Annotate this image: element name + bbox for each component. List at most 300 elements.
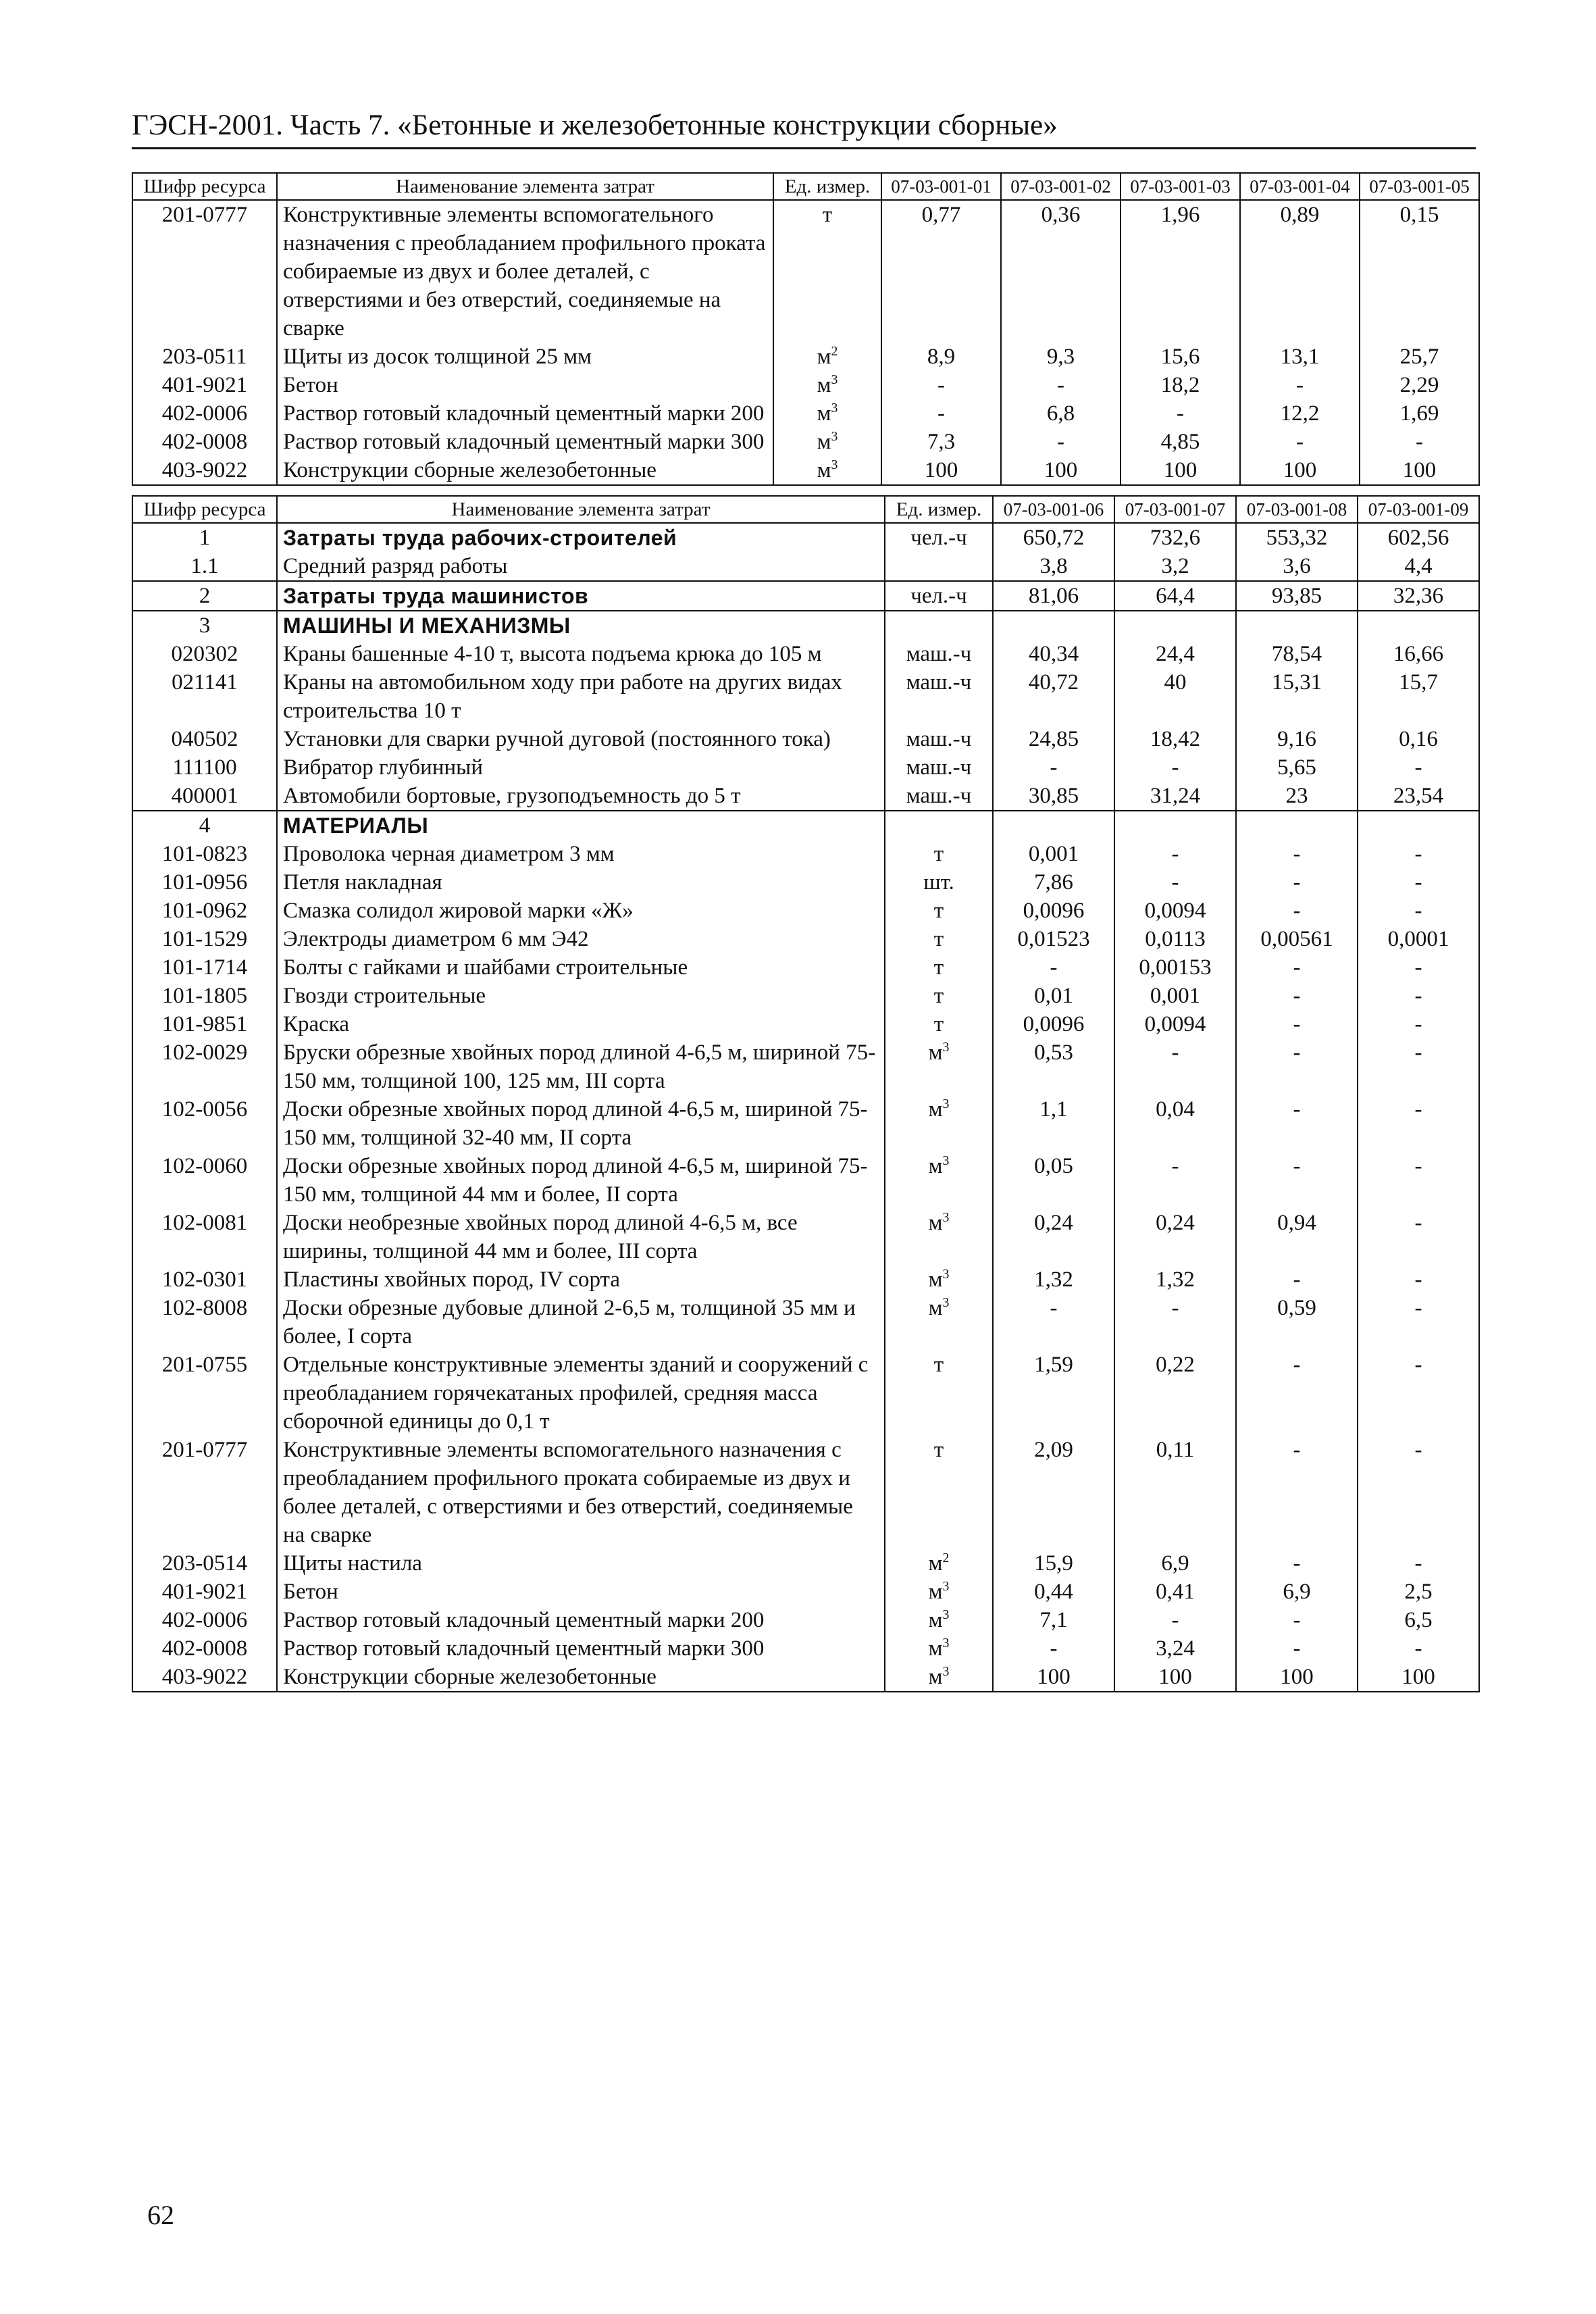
value-cell: 13,1	[1240, 343, 1360, 371]
unit-exponent: 3	[942, 1636, 950, 1651]
column-header: 07-03-001-01	[881, 173, 1001, 200]
unit-cell: $м^3$	[885, 1095, 993, 1152]
unit-exponent: 3	[942, 1153, 950, 1168]
table-row	[132, 925, 1479, 953]
cost-element-name-cell: Бетон	[277, 1578, 885, 1606]
value-cell: 100	[993, 1663, 1114, 1692]
table-row	[132, 1634, 1479, 1663]
value-cell: 40	[1114, 668, 1236, 725]
value-cell: -	[1236, 1265, 1358, 1294]
value-cell: 18,2	[1121, 371, 1240, 399]
table-row	[132, 200, 1479, 343]
value-cell: 0,11	[1114, 1436, 1236, 1549]
table-row	[132, 811, 1479, 840]
value-cell: 15,31	[1236, 668, 1358, 725]
value-cell: 7,3	[881, 428, 1001, 456]
value-cell: 25,7	[1360, 343, 1479, 371]
resource-code-cell: 3	[132, 611, 277, 640]
page-number: 62	[147, 2200, 174, 2230]
value-cell: 100	[1360, 456, 1479, 485]
cost-element-name-cell: Установки для сварки ручной дуговой (постоянного тока)	[277, 725, 885, 753]
unit-cell: $м^3$	[885, 1634, 993, 1663]
value-cell: 30,85	[993, 782, 1114, 811]
table-row	[132, 1351, 1479, 1436]
value-cell: -	[1358, 1095, 1479, 1152]
unit-cell: $м^3$	[885, 1209, 993, 1265]
value-cell: -	[993, 1634, 1114, 1663]
value-cell: 0,0096	[993, 1010, 1114, 1038]
value-cell: -	[1358, 953, 1479, 982]
resource-table-1	[132, 172, 1480, 486]
unit-exponent: 3	[831, 401, 838, 416]
value-cell: -	[1236, 1038, 1358, 1095]
resource-code-cell: 040502	[132, 725, 277, 753]
resource-code-cell: 101-9851	[132, 1010, 277, 1038]
value-cell: 0,0096	[993, 897, 1114, 925]
resource-code-cell: 102-0301	[132, 1265, 277, 1294]
unit-cell	[885, 552, 993, 581]
value-cell	[1236, 611, 1358, 640]
value-cell: 15,9	[993, 1549, 1114, 1578]
value-cell: 12,2	[1240, 399, 1360, 428]
value-cell: -	[1358, 868, 1479, 897]
value-cell: 15,6	[1121, 343, 1240, 371]
value-cell	[993, 811, 1114, 840]
value-cell: -	[1114, 840, 1236, 868]
unit-cell: т	[885, 1010, 993, 1038]
unit-cell: т	[885, 1436, 993, 1549]
unit-cell: $м^3$	[885, 1578, 993, 1606]
value-cell: 9,3	[1001, 343, 1121, 371]
resource-code-cell: 111100	[132, 753, 277, 782]
column-header: Наименование элемента затрат	[277, 496, 885, 523]
cost-element-name-cell: Затраты труда рабочих-строителей	[277, 523, 885, 552]
resource-code-cell: 203-0511	[132, 343, 277, 371]
table-row	[132, 640, 1479, 668]
value-cell: -	[1236, 1436, 1358, 1549]
resource-code-cell: 403-9022	[132, 1663, 277, 1692]
value-cell: 100	[881, 456, 1001, 485]
resource-code-cell: 1	[132, 523, 277, 552]
unit-cell: шт.	[885, 868, 993, 897]
value-cell: 7,86	[993, 868, 1114, 897]
page-header: ГЭСН-2001. Часть 7. «Бетонные и железобетонные конструкции сборные»	[132, 107, 1476, 149]
table-row	[132, 782, 1479, 811]
resource-code-cell: 401-9021	[132, 1578, 277, 1606]
value-cell: 100	[1114, 1663, 1236, 1692]
resource-code-cell: 401-9021	[132, 371, 277, 399]
cost-element-name-cell: Конструктивные элементы вспомогательного назначения с преобладанием профильного проката собираемые из двух и более деталей, с отверстиями и без отверстий, соединяемые на сварке	[277, 1436, 885, 1549]
resource-code-cell: 402-0008	[132, 1634, 277, 1663]
value-cell: 0,00561	[1236, 925, 1358, 953]
value-cell: 602,56	[1358, 523, 1479, 552]
unit-cell: т	[885, 897, 993, 925]
value-cell: -	[1114, 868, 1236, 897]
unit-cell: маш.-ч	[885, 725, 993, 753]
value-cell: 9,16	[1236, 725, 1358, 753]
value-cell: -	[993, 753, 1114, 782]
value-cell: 78,54	[1236, 640, 1358, 668]
cost-element-name-cell: МАТЕРИАЛЫ	[277, 811, 885, 840]
value-cell: -	[881, 399, 1001, 428]
cost-element-name-cell: Щиты настила	[277, 1549, 885, 1578]
unit-cell: т	[885, 1351, 993, 1436]
value-cell: -	[1358, 1351, 1479, 1436]
unit-cell: т	[885, 953, 993, 982]
column-header: 07-03-001-04	[1240, 173, 1360, 200]
value-cell	[1114, 811, 1236, 840]
resource-code-cell: 2	[132, 581, 277, 611]
value-cell: -	[1358, 1436, 1479, 1549]
value-cell: -	[1236, 982, 1358, 1010]
resource-code-cell: 402-0006	[132, 399, 277, 428]
cost-element-name-cell: Доски обрезные хвойных пород длиной 4-6,5 м, шириной 75-150 мм, толщиной 32-40 мм, II сорта	[277, 1095, 885, 1152]
unit-cell	[885, 811, 993, 840]
unit-cell: т	[885, 982, 993, 1010]
resource-code-cell: 201-0755	[132, 1351, 277, 1436]
table-row	[132, 428, 1479, 456]
unit-cell: т	[885, 925, 993, 953]
table-row	[132, 581, 1479, 611]
value-cell: 0,15	[1360, 200, 1479, 343]
value-cell: 2,5	[1358, 1578, 1479, 1606]
value-cell: 0,04	[1114, 1095, 1236, 1152]
value-cell: 0,24	[1114, 1209, 1236, 1265]
value-cell: 0,36	[1001, 200, 1121, 343]
value-cell: -	[1358, 897, 1479, 925]
unit-cell: $м^2$	[885, 1549, 993, 1578]
table-row	[132, 982, 1479, 1010]
value-cell: -	[1358, 840, 1479, 868]
cost-element-name-cell: Петля накладная	[277, 868, 885, 897]
value-cell: 24,85	[993, 725, 1114, 753]
value-cell: -	[1358, 1265, 1479, 1294]
unit-cell: $м^3$	[885, 1663, 993, 1692]
value-cell: 0,0094	[1114, 1010, 1236, 1038]
value-cell: 1,32	[1114, 1265, 1236, 1294]
value-cell: -	[1236, 1010, 1358, 1038]
value-cell: 6,8	[1001, 399, 1121, 428]
unit-cell: $м^3$	[773, 428, 881, 456]
table-row	[132, 953, 1479, 982]
value-cell: -	[1236, 868, 1358, 897]
table-row	[132, 611, 1479, 640]
resource-code-cell: 101-0962	[132, 897, 277, 925]
table-row	[132, 1265, 1479, 1294]
value-cell: 8,9	[881, 343, 1001, 371]
resource-code-cell: 102-0060	[132, 1152, 277, 1209]
table-row	[132, 753, 1479, 782]
unit-exponent: 3	[942, 1267, 950, 1282]
column-header: 07-03-001-08	[1236, 496, 1358, 523]
resource-code-cell: 4	[132, 811, 277, 840]
cost-element-name-cell: Доски необрезные хвойных пород длиной 4-6,5 м, все ширины, толщиной 44 мм и более, III сорта	[277, 1209, 885, 1265]
value-cell: -	[1358, 982, 1479, 1010]
resource-code-cell: 400001	[132, 782, 277, 811]
value-cell: -	[1360, 428, 1479, 456]
value-cell	[993, 611, 1114, 640]
value-cell: 40,34	[993, 640, 1114, 668]
value-cell	[1114, 611, 1236, 640]
unit-cell: маш.-ч	[885, 668, 993, 725]
unit-cell: $м^2$	[773, 343, 881, 371]
value-cell	[1358, 811, 1479, 840]
value-cell: -	[1114, 1038, 1236, 1095]
column-header: 07-03-001-03	[1121, 173, 1240, 200]
value-cell: -	[1240, 428, 1360, 456]
unit-exponent: 3	[942, 1295, 950, 1310]
value-cell: -	[1236, 1095, 1358, 1152]
value-cell: 23	[1236, 782, 1358, 811]
value-cell: 3,8	[993, 552, 1114, 581]
value-cell: 0,41	[1114, 1578, 1236, 1606]
resource-code-cell: 403-9022	[132, 456, 277, 485]
value-cell: -	[1236, 840, 1358, 868]
resource-code-cell: 102-0056	[132, 1095, 277, 1152]
cost-element-name-cell: Конструктивные элементы вспомогательного назначения с преобладанием профильного проката собираемые из двух и более деталей, с отверстиями и без отверстий, соединяемые на сварке	[277, 200, 773, 343]
cost-element-name-cell: Электроды диаметром 6 мм Э42	[277, 925, 885, 953]
value-cell: 2,29	[1360, 371, 1479, 399]
unit-cell: маш.-ч	[885, 753, 993, 782]
cost-element-name-cell: Пластины хвойных пород, IV сорта	[277, 1265, 885, 1294]
value-cell: -	[993, 953, 1114, 982]
resource-code-cell: 101-1529	[132, 925, 277, 953]
value-cell: 0,77	[881, 200, 1001, 343]
table-row	[132, 1010, 1479, 1038]
resource-code-cell: 101-0823	[132, 840, 277, 868]
resource-code-cell: 201-0777	[132, 200, 277, 343]
cost-element-name-cell: Бруски обрезные хвойных пород длиной 4-6,5 м, шириной 75-150 мм, толщиной 100, 125 мм, III сорта	[277, 1038, 885, 1095]
cost-element-name-cell: Бетон	[277, 371, 773, 399]
resource-code-cell: 201-0777	[132, 1436, 277, 1549]
value-cell: -	[993, 1294, 1114, 1351]
cost-element-name-cell: Раствор готовый кладочный цементный марки 200	[277, 399, 773, 428]
value-cell: -	[1358, 1549, 1479, 1578]
table-row	[132, 1095, 1479, 1152]
value-cell: 1,32	[993, 1265, 1114, 1294]
value-cell: -	[1236, 897, 1358, 925]
value-cell: 0,01523	[993, 925, 1114, 953]
cost-element-name-cell: Смазка солидол жировой марки «Ж»	[277, 897, 885, 925]
value-cell: 0,22	[1114, 1351, 1236, 1436]
value-cell: -	[1114, 1152, 1236, 1209]
unit-cell: $м^3$	[885, 1606, 993, 1634]
table-row	[132, 1209, 1479, 1265]
value-cell: 732,6	[1114, 523, 1236, 552]
resource-code-cell: 402-0008	[132, 428, 277, 456]
table-row	[132, 371, 1479, 399]
unit-cell: $м^3$	[885, 1152, 993, 1209]
resource-table-2	[132, 495, 1480, 1692]
unit-exponent: 3	[942, 1579, 950, 1594]
value-cell: 5,65	[1236, 753, 1358, 782]
resource-code-cell: 101-0956	[132, 868, 277, 897]
unit-cell: чел.-ч	[885, 523, 993, 552]
table-header-row	[132, 173, 1479, 200]
value-cell: -	[1236, 1606, 1358, 1634]
value-cell: -	[1358, 1209, 1479, 1265]
column-header: Шифр ресурса	[132, 173, 277, 200]
value-cell: 0,01	[993, 982, 1114, 1010]
value-cell: -	[1240, 371, 1360, 399]
value-cell: 0,001	[993, 840, 1114, 868]
value-cell	[1358, 611, 1479, 640]
unit-exponent: 3	[831, 372, 838, 387]
value-cell: -	[1358, 1038, 1479, 1095]
column-header: Наименование элемента затрат	[277, 173, 773, 200]
value-cell: 100	[1240, 456, 1360, 485]
value-cell: 15,7	[1358, 668, 1479, 725]
table-row	[132, 343, 1479, 371]
value-cell: 3,6	[1236, 552, 1358, 581]
value-cell: 31,24	[1114, 782, 1236, 811]
value-cell: 0,53	[993, 1038, 1114, 1095]
unit-cell: чел.-ч	[885, 581, 993, 611]
value-cell: 1,69	[1360, 399, 1479, 428]
unit-cell: $м^3$	[773, 456, 881, 485]
unit-cell: $м^3$	[885, 1294, 993, 1351]
resource-code-cell: 203-0514	[132, 1549, 277, 1578]
unit-exponent: 3	[831, 429, 838, 444]
column-header: 07-03-001-09	[1358, 496, 1479, 523]
value-cell: 0,16	[1358, 725, 1479, 753]
value-cell: 1,96	[1121, 200, 1240, 343]
unit-exponent: 3	[942, 1040, 950, 1055]
value-cell: 650,72	[993, 523, 1114, 552]
table-row	[132, 456, 1479, 485]
value-cell: 6,9	[1236, 1578, 1358, 1606]
resource-code-cell: 021141	[132, 668, 277, 725]
unit-cell: маш.-ч	[885, 782, 993, 811]
value-cell: 100	[1001, 456, 1121, 485]
unit-cell: $м^3$	[773, 399, 881, 428]
value-cell: 100	[1358, 1663, 1479, 1692]
resource-code-cell: 102-0081	[132, 1209, 277, 1265]
cost-element-name-cell: Средний разряд работы	[277, 552, 885, 581]
table-row	[132, 552, 1479, 581]
table-body	[132, 523, 1479, 1692]
value-cell: 64,4	[1114, 581, 1236, 611]
table-row	[132, 725, 1479, 753]
resource-code-cell: 1.1	[132, 552, 277, 581]
cost-element-name-cell: Гвозди строительные	[277, 982, 885, 1010]
table-row	[132, 897, 1479, 925]
value-cell: -	[1114, 753, 1236, 782]
table-header-row	[132, 496, 1479, 523]
value-cell: 24,4	[1114, 640, 1236, 668]
cost-element-name-cell: Конструкции сборные железобетонные	[277, 456, 773, 485]
table-row	[132, 840, 1479, 868]
resource-code-cell: 102-0029	[132, 1038, 277, 1095]
cost-element-name-cell: Болты с гайками и шайбами строительные	[277, 953, 885, 982]
value-cell: 18,42	[1114, 725, 1236, 753]
column-header: 07-03-001-02	[1001, 173, 1121, 200]
table-row	[132, 1663, 1479, 1692]
value-cell: -	[1236, 1549, 1358, 1578]
value-cell: -	[1114, 1606, 1236, 1634]
value-cell: -	[1236, 1351, 1358, 1436]
resource-code-cell: 101-1805	[132, 982, 277, 1010]
value-cell: -	[1121, 399, 1240, 428]
value-cell: 0,89	[1240, 200, 1360, 343]
value-cell: 23,54	[1358, 782, 1479, 811]
cost-element-name-cell: Конструкции сборные железобетонные	[277, 1663, 885, 1692]
cost-element-name-cell: Вибратор глубинный	[277, 753, 885, 782]
table-row	[132, 1606, 1479, 1634]
table-row	[132, 1578, 1479, 1606]
cost-element-name-cell: Краны башенные 4-10 т, высота подъема крюка до 105 м	[277, 640, 885, 668]
value-cell: 7,1	[993, 1606, 1114, 1634]
value-cell: 6,5	[1358, 1606, 1479, 1634]
cost-element-name-cell: МАШИНЫ И МЕХАНИЗМЫ	[277, 611, 885, 640]
value-cell: 0,0113	[1114, 925, 1236, 953]
value-cell: 3,24	[1114, 1634, 1236, 1663]
column-header: Шифр ресурса	[132, 496, 277, 523]
value-cell: 0,94	[1236, 1209, 1358, 1265]
value-cell: -	[1236, 1152, 1358, 1209]
value-cell	[1236, 811, 1358, 840]
resource-code-cell: 101-1714	[132, 953, 277, 982]
value-cell: 0,0001	[1358, 925, 1479, 953]
value-cell: 100	[1121, 456, 1240, 485]
cost-element-name-cell: Щиты из досок толщиной 25 мм	[277, 343, 773, 371]
table-row	[132, 399, 1479, 428]
value-cell: 4,85	[1121, 428, 1240, 456]
unit-exponent: 2	[831, 344, 838, 359]
unit-cell: $м^3$	[885, 1265, 993, 1294]
table-body	[132, 200, 1479, 485]
cost-element-name-cell: Отдельные конструктивные элементы зданий и сооружений с преобладанием горячекатаных профилей, средняя масса сборочной единицы до 0,1 т	[277, 1351, 885, 1436]
value-cell: 0,05	[993, 1152, 1114, 1209]
value-cell: 0,24	[993, 1209, 1114, 1265]
value-cell: 40,72	[993, 668, 1114, 725]
value-cell: 16,66	[1358, 640, 1479, 668]
value-cell: 0,00153	[1114, 953, 1236, 982]
value-cell: 6,9	[1114, 1549, 1236, 1578]
value-cell: -	[1358, 1294, 1479, 1351]
cost-element-name-cell: Раствор готовый кладочный цементный марки 200	[277, 1606, 885, 1634]
value-cell: 81,06	[993, 581, 1114, 611]
value-cell: -	[1358, 1634, 1479, 1663]
value-cell: -	[1358, 753, 1479, 782]
table-row	[132, 1038, 1479, 1095]
resource-code-cell: 020302	[132, 640, 277, 668]
value-cell: 1,59	[993, 1351, 1114, 1436]
value-cell: -	[1114, 1294, 1236, 1351]
unit-exponent: 2	[942, 1551, 950, 1565]
cost-element-name-cell: Затраты труда машинистов	[277, 581, 885, 611]
value-cell: 0,59	[1236, 1294, 1358, 1351]
unit-exponent: 3	[942, 1097, 950, 1111]
cost-element-name-cell: Краны на автомобильном ходу при работе на других видах строительства 10 т	[277, 668, 885, 725]
value-cell: 0,44	[993, 1578, 1114, 1606]
column-header: 07-03-001-06	[993, 496, 1114, 523]
unit-cell: $м^3$	[885, 1038, 993, 1095]
cost-element-name-cell: Автомобили бортовые, грузоподъемность до 5 т	[277, 782, 885, 811]
cost-element-name-cell: Раствор готовый кладочный цементный марки 300	[277, 1634, 885, 1663]
value-cell: -	[1236, 953, 1358, 982]
value-cell: 3,2	[1114, 552, 1236, 581]
value-cell: 1,1	[993, 1095, 1114, 1152]
value-cell: -	[1358, 1010, 1479, 1038]
table-row	[132, 1436, 1479, 1549]
value-cell: 0,001	[1114, 982, 1236, 1010]
value-cell: 0,0094	[1114, 897, 1236, 925]
cost-element-name-cell: Доски обрезные дубовые длиной 2-6,5 м, толщиной 35 мм и более, I сорта	[277, 1294, 885, 1351]
resource-code-cell: 402-0006	[132, 1606, 277, 1634]
column-header: Ед. измер.	[885, 496, 993, 523]
table-row	[132, 1549, 1479, 1578]
